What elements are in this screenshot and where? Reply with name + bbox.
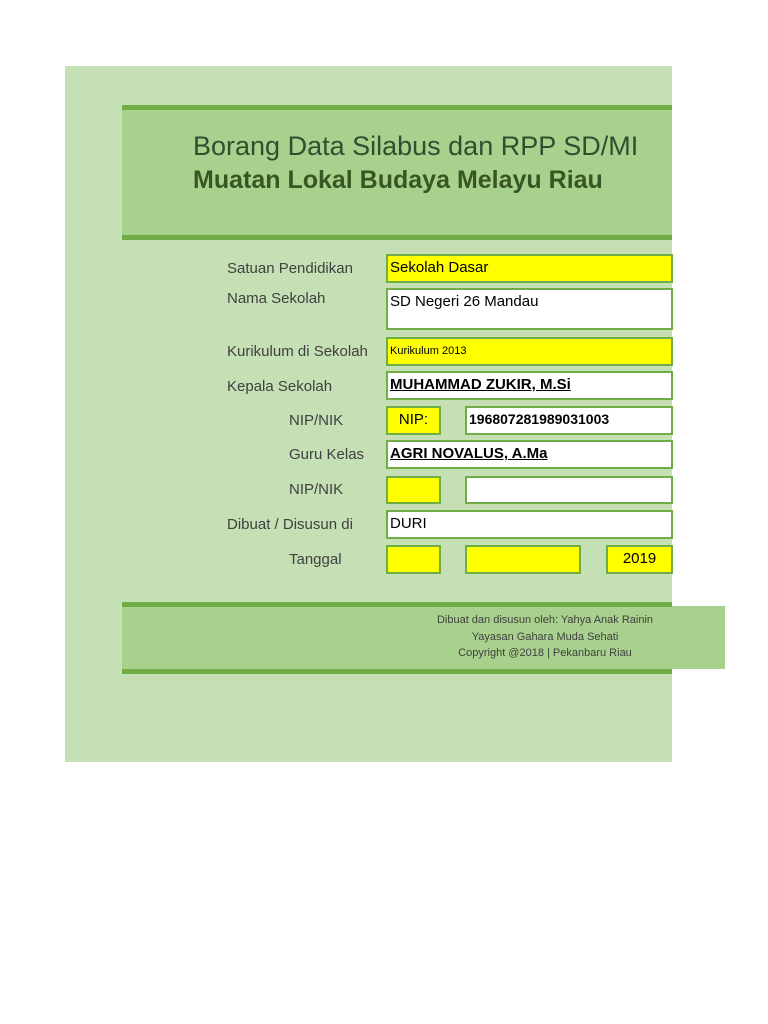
tanggal-label: Tanggal xyxy=(289,551,342,568)
nama-sekolah-field[interactable]: SD Negeri 26 Mandau xyxy=(386,288,673,330)
nip-kepala-prefix: NIP: xyxy=(386,406,441,435)
dibuat-field[interactable]: DURI xyxy=(386,510,673,539)
nip-guru-field[interactable] xyxy=(465,476,673,504)
nama-sekolah-label: Nama Sekolah xyxy=(227,290,326,307)
kurikulum-label: Kurikulum di Sekolah xyxy=(227,343,368,360)
tanggal-year-field[interactable]: 2019 xyxy=(606,545,673,574)
nip-kepala-field[interactable]: 196807281989031003 xyxy=(465,406,673,435)
satuan-label: Satuan Pendidikan xyxy=(227,260,353,277)
nip-kepala-label: NIP/NIK xyxy=(289,412,344,429)
footer-copyright: Copyright @2018 | Pekanbaru Riau xyxy=(458,647,632,659)
dibuat-label: Dibuat / Disusun di xyxy=(227,516,353,533)
guru-kelas-label: Guru Kelas xyxy=(289,446,365,463)
kepala-sekolah-label: Kepala Sekolah xyxy=(227,378,333,395)
tanggal-day-field[interactable] xyxy=(386,545,441,574)
guru-kelas-field[interactable]: AGRI NOVALUS, A.Ma xyxy=(386,440,673,469)
kepala-sekolah-field[interactable]: MUHAMMAD ZUKIR, M.Si xyxy=(386,371,673,400)
footer-organization: Yayasan Gahara Muda Sehati xyxy=(471,631,619,643)
nip-guru-prefix[interactable] xyxy=(386,476,441,504)
page-subtitle: Muatan Lokal Budaya Melayu Riau xyxy=(193,166,603,194)
footer-author: Dibuat dan disusun oleh: Yahya Anak Rainin xyxy=(436,614,654,626)
tanggal-month-field[interactable] xyxy=(465,545,581,574)
page-title: Borang Data Silabus dan RPP SD/MI xyxy=(193,131,639,161)
kurikulum-field[interactable]: Kurikulum 2013 xyxy=(386,337,673,366)
satuan-field[interactable]: Sekolah Dasar xyxy=(386,254,673,283)
nip-guru-label: NIP/NIK xyxy=(289,481,344,498)
